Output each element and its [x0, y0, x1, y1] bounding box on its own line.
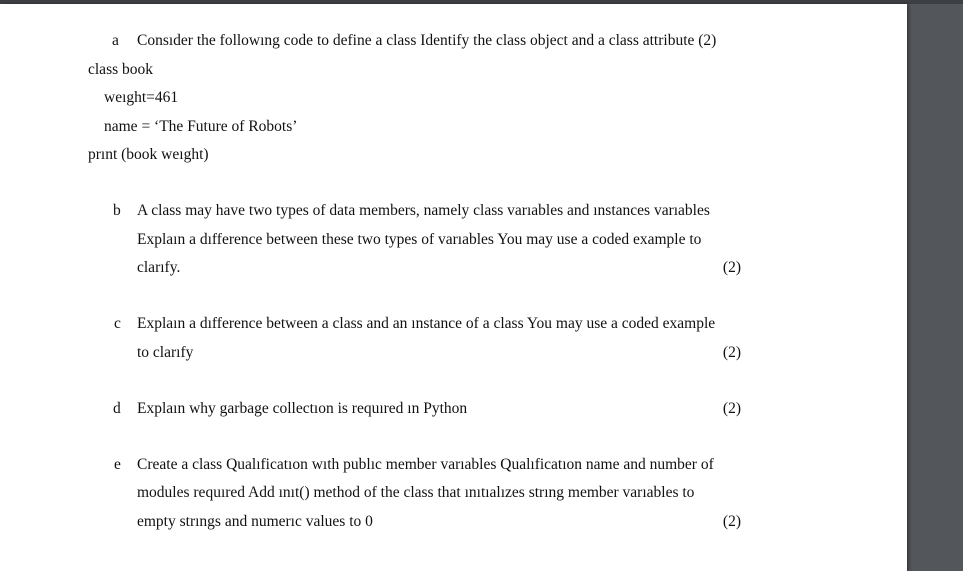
code-line-print: prınt (book weıght) — [88, 146, 209, 163]
question-e-line-2: modules requıred Add ınıt() method of the class that ınıtıalızes strıng member varıables to — [137, 484, 695, 501]
question-d-marks: (2) — [722, 400, 741, 417]
question-b-line-1: A class may have two types of data members, namely class varıables and ınstances varıables — [137, 202, 710, 219]
question-b-marks: (2) — [722, 259, 741, 276]
question-c-marks: (2) — [722, 344, 741, 361]
question-a-letter: a — [112, 32, 119, 49]
question-e-marks: (2) — [722, 513, 741, 530]
question-b-letter: b — [113, 202, 121, 219]
question-a-text: Consıder the followıng code to define a class Identify the class object and a class attribute (2) — [137, 32, 717, 49]
question-b-line-3: clarıfy. — [137, 259, 181, 276]
question-e-letter: e — [114, 456, 121, 473]
document-page — [0, 4, 907, 571]
question-c-letter: c — [114, 315, 121, 332]
question-d-letter: d — [113, 400, 121, 417]
question-c-line-1: Explaın a dıfference between a class and an ınstance of a class You may use a coded example — [137, 315, 716, 332]
code-line-weight: weıght=461 — [104, 89, 179, 106]
question-d-text: Explaın why garbage collectıon is requıred ın Python — [137, 400, 468, 417]
question-e-line-3: empty strıngs and numerıc values to 0 — [137, 513, 373, 530]
code-line-name: name = ‘The Future of Robots’ — [104, 118, 298, 135]
question-c-line-2: to clarıfy — [137, 344, 194, 361]
question-e-line-1: Create a class Qualıficatıon wıth publıc member varıables Qualıficatıon name and number of — [137, 456, 714, 473]
question-b-line-2: Explaın a dıfference between these two types of varıables You may use a coded example to — [137, 231, 702, 248]
code-line-class: class book — [88, 61, 154, 78]
